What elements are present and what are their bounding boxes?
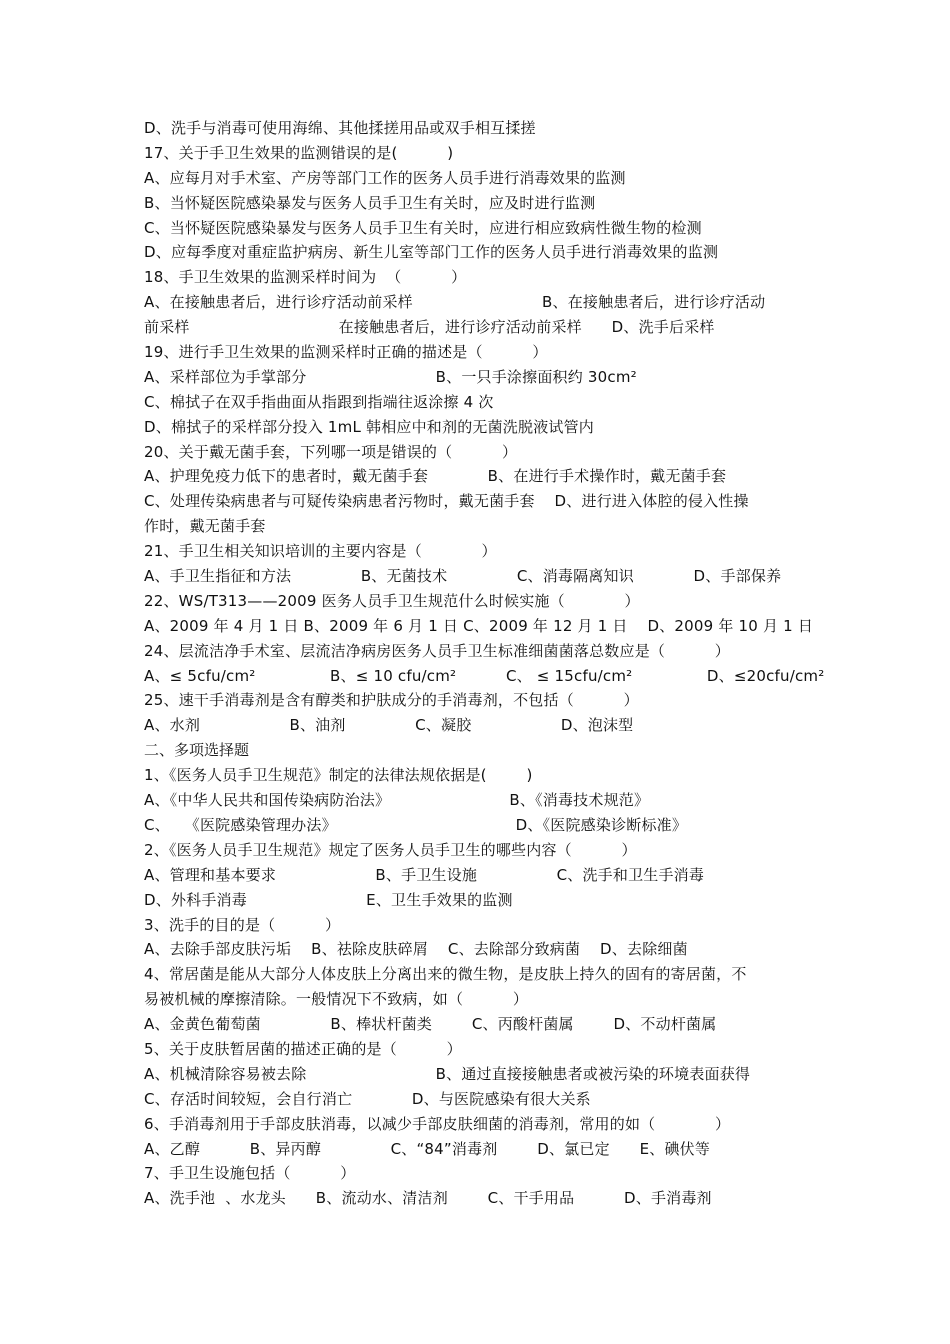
document-page — [144, 116, 825, 1211]
option-line: A、2009 年 4 月 1 日 B、2009 年 6 月 1 日 C、2009 年 12 月 1 日 D、2009 年 10 月 1 日 — [144, 616, 814, 635]
multi-question-5: 5、关于皮肤暂居菌的描述正确的是（ ） — [144, 1039, 462, 1058]
multi-question-3: 3、洗手的目的是（ ） — [144, 915, 341, 934]
question-25: 25、速干手消毒剂是含有醇类和护肤成分的手消毒剂，不包括（ ） — [144, 691, 639, 710]
option-line: 前采样 在接触患者后，进行诊疗活动前采样 D、洗手后采样 — [144, 318, 715, 337]
text-line: D、洗手与消毒可使用海绵、其他揉搓用品或双手相互揉搓 — [144, 119, 536, 137]
option-line: A、应每月对手术室、产房等部门工作的医务人员手进行消毒效果的监测 — [144, 168, 626, 187]
multi-question-2: 2、《医务人员手卫生规范》规定了医务人员手卫生的哪些内容（ ） — [144, 840, 637, 859]
option-line: A、《中华人民共和国传染病防治法》 B、《消毒技术规范》 — [144, 791, 650, 810]
question-22: 22、WS/T313——2009 医务人员手卫生规范什么时候实施（ ） — [144, 591, 640, 610]
option-line: C、 《医院感染管理办法》 D、《医院感染诊断标准》 — [144, 815, 688, 834]
option-line: B、当怀疑医院感染暴发与医务人员手卫生有关时，应及时进行监测 — [144, 193, 596, 212]
option-line: A、去除手部皮肤污垢 B、祛除皮肤碎屑 C、去除部分致病菌 D、去除细菌 — [144, 940, 688, 959]
option-line: A、采样部位为手掌部分 B、一只手涂擦面积约 30cm² — [144, 367, 637, 386]
option-line: C、存活时间较短，会自行消亡 D、与医院感染有很大关系 — [144, 1089, 591, 1108]
option-line: C、处理传染病患者与可疑传染病患者污物时，戴无菌手套 D、进行进入体腔的侵入性操 — [144, 492, 749, 511]
option-line: A、手卫生指征和方法 B、无菌技术 C、消毒隔离知识 D、手部保养 — [144, 567, 782, 586]
text-line: 易被机械的摩擦清除。一般情况下不致病，如（ ） — [144, 990, 529, 1009]
option-line: A、≤ 5cfu/cm² B、≤ 10 cfu/cm² C、 ≤ 15cfu/cm² D、≤20cfu/cm² — [144, 666, 825, 685]
multi-question-1: 1、《医务人员手卫生规范》制定的法律法规依据是( ) — [144, 766, 533, 785]
question-21: 21、手卫生相关知识培训的主要内容是（ ） — [144, 542, 497, 561]
option-line: A、机械清除容易被去除 B、通过直接接触患者或被污染的环境表面获得 — [144, 1064, 751, 1083]
option-line: A、管理和基本要求 B、手卫生设施 C、洗手和卫生手消毒 — [144, 865, 705, 884]
option-line: 作时，戴无菌手套 — [144, 517, 266, 536]
option-line: C、棉拭子在双手指曲面从指跟到指端往返涂擦 4 次 — [144, 392, 494, 411]
option-line: A、金黄色葡萄菌 B、棒状杆菌类 C、丙酸杆菌属 D、不动杆菌属 — [144, 1015, 717, 1034]
option-line: D、外科手消毒 E、卫生手效果的监测 — [144, 890, 513, 909]
section-heading: 二、多项选择题 — [144, 741, 250, 760]
option-line: A、乙醇 B、异丙醇 C、“84”消毒剂 D、氯已定 E、碘伏等 — [144, 1139, 711, 1158]
option-line: A、在接触患者后，进行诊疗活动前采样 B、在接触患者后，进行诊疗活动 — [144, 293, 766, 312]
question-24: 24、层流洁净手术室、层流洁净病房医务人员手卫生标准细菌菌落总数应是（ ） — [144, 641, 730, 660]
multi-question-6: 6、手消毒剂用于手部皮肤消毒，以减少手部皮肤细菌的消毒剂，常用的如（ ） — [144, 1114, 731, 1133]
option-line: D、棉拭子的采样部分投入 1mL 韩相应中和剂的无菌洗脱液试管内 — [144, 417, 595, 436]
option-line: D、应每季度对重症监护病房、新生儿室等部门工作的医务人员手进行消毒效果的监测 — [144, 243, 719, 262]
multi-question-7: 7、手卫生设施包括（ ） — [144, 1164, 356, 1183]
option-line: A、洗手池 、水龙头 B、流动水、清洁剂 C、干手用品 D、手消毒剂 — [144, 1189, 712, 1208]
question-19: 19、进行手卫生效果的监测采样时正确的描述是（ ） — [144, 343, 548, 362]
option-line: A、水剂 B、油剂 C、凝胶 D、泡沫型 — [144, 716, 634, 735]
question-17: 17、关于手卫生效果的监测错误的是( ) — [144, 143, 454, 162]
option-line: C、当怀疑医院感染暴发与医务人员手卫生有关时，应进行相应致病性微生物的检测 — [144, 218, 702, 237]
question-20: 20、关于戴无菌手套，下列哪一项是错误的（ ） — [144, 442, 518, 461]
multi-question-4: 4、常居菌是能从大部分人体皮肤上分离出来的微生物，是皮肤上持久的固有的寄居菌，不 — [144, 965, 747, 984]
option-line: A、护理免疫力低下的患者时，戴无菌手套 B、在进行手术操作时，戴无菌手套 — [144, 467, 727, 486]
question-18: 18、手卫生效果的监测采样时间为 （ ） — [144, 268, 467, 287]
